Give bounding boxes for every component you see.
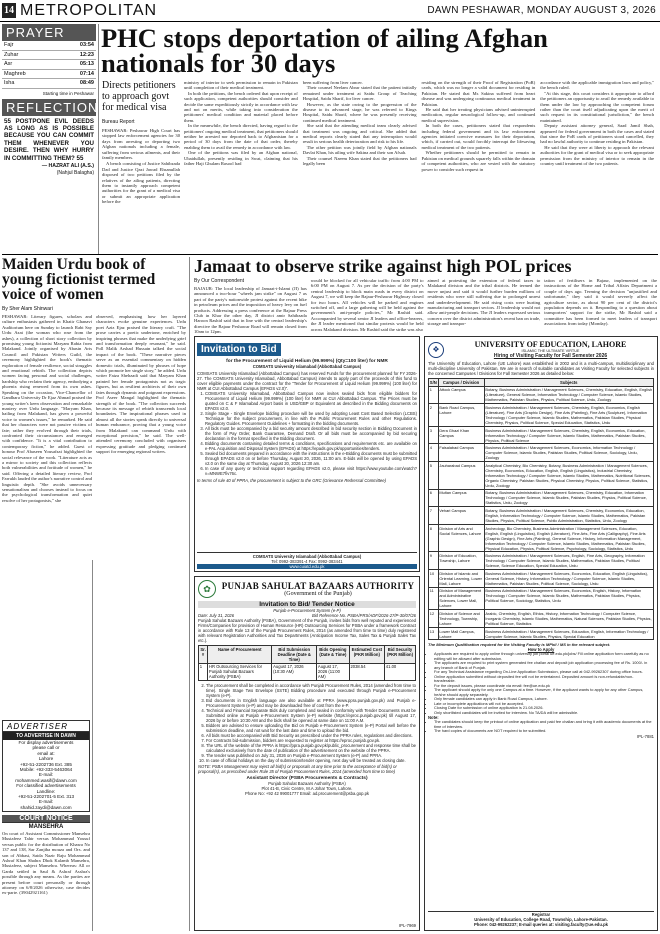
- story-book-col1: PESHAWAR: Literary figures, scholars and culture enthusiasts gathered in Khatir Ghanavi Auditorium here on Sunday to launch Rabi Say Urdu Azat (the woman who rose from the ashes), a collection of short story collection by promising young fictionist Maryam Rabia from Malakand. Jointly organised by Abasin Arts Council and Pakistan Writers Guild, the ceremony highlighted the book's thematic exploration of female resilience, social struggles and emotional rebirth. The collection depicts women facing personal and social challenges, hardship who reclaim their agency, embodying a phoenix rising renewed from its own ashes. Speaking on the occasion, Vice-Chancellor of Gandhara University Dr Ejaz Ahmad praised the young writer's keen observation and remarkable mastery over Urdu language. "Maryam Khan, hailing from Malakand, has given a powerful voice to women's issues," he remarked. He said that her characters were not passive victims of fate; rather they evolved through their trials, confronted their circumstances and emerged with confidence. "It is a vital contribution to contemporary fiction," he added. Guest of honour Prof Abaseen Yousafzai highlighted the social relevance of the work. "Literature acts as a mirror to society and this collection reflects both vulnerabilities and fortitude of women," he said. Offering a detailed literary review, Prof Farrukh lauded the author's narrative control and linguistic depth. "She avoids unnecessary sensationalism and chooses instead to focus on the psychological transformation and quiet resolve of her protagonists," she: [2, 314, 92, 503]
- prayer-row: [2, 51, 96, 61]
- uoe-table-header: [429, 379, 654, 387]
- uoe-cell: Division of Science and Technology, Township, Lahore: [438, 610, 484, 628]
- uoe-cell: 8: [429, 524, 439, 552]
- story-phc-p12: Their counsel Naeem Khan stated that the petitioners had legally been: [302, 155, 417, 167]
- story-jamaat-body: [194, 278, 657, 334]
- uoe-table: [428, 378, 654, 640]
- punjab-note-item: 9. The tender was published on July 31, 2026 on Punjab e-Procurement System (e-P) and PPRA.: [206, 753, 416, 758]
- punjab-col-header: Bid Security (PKR Million): [384, 646, 415, 664]
- story-phc-p18: "At this stage, this court considers it appropriate to afford the petitioners an opportunity to avail the remedy available to them under the law by approaching the competent forum rather than the court itself adjudicating upon the merit of such request in its constitutional jurisdiction," the bench maintained.: [540, 90, 654, 123]
- uoe-address: University of Education, College Road, Township, Lahore-Pakistan.: [474, 917, 608, 922]
- advertiser-line: mohammed.wasif@dawn.com: [15, 777, 77, 783]
- punjab-sign1: Assistant Director (PSBA Procurements & Contracts): [246, 776, 368, 782]
- uoe-cell: Multan Campus: [438, 489, 484, 507]
- comsats-sub: for the Procurement of Liquid Helium (99.999%) (Qty=100 liter) for NMR: [226, 359, 388, 364]
- advertiser-line: shahid.zaydi@dawn.com: [20, 804, 72, 810]
- uoe-phone: Phone: 042-99262237; E-mail queries at: visiting.faculty@ue.edu.pk: [474, 922, 608, 927]
- table-row: [429, 507, 654, 525]
- uoe-code: IPL-7881: [637, 733, 654, 739]
- punjab-code: IPL-7969: [399, 923, 416, 928]
- uoe-col-header: S/N: [429, 379, 437, 385]
- table-row: [429, 461, 654, 489]
- prayer-row: [2, 60, 96, 70]
- punjab-table-header: [199, 646, 416, 664]
- page-header: [0, 0, 660, 22]
- advertiser-line: Landline:: [36, 788, 56, 794]
- punjab-col-header: Bid Submission Deadline (Date & Time): [272, 646, 317, 664]
- uoe-ad: [424, 336, 658, 931]
- comsats-item: 1. COMSATS University Islamabad, Abbottabad Campus now invites sealed bids from eligible bidders for Procurement of Liquid Helium (99.999%) (100 liter) for NMR at CUI Abbottabad Campus. The Prices must be quoted on C & F Islamabad Airport basis in USD/GBP or Equivalent as described in the Bidding documents on EPADS v2.0.: [205, 391, 417, 411]
- advertiser-line: Mobile: +92-333-5463064: [19, 767, 73, 773]
- uoe-cell: Business Administration / Management Sciences, Economics, English, History, Information Technology / Computer Science, Islamic Studies, Mathematics, Pakistan Studies, Physics, Political Science, Sociology, Statistics, Urdu: [484, 587, 653, 610]
- story-phc-p5: In the meanwhile, the bench directed, having regard to the petitioners' ongoing medical treatment, that petitioners should neither be arrested nor deported back to Afghanistan for a period of 30 days from the date of that order, thereby enabling them to avail the remedy in accordance with law.: [184, 123, 298, 150]
- reflections-text: 55 POSTPONE EVIL DEEDS AS LONG AS IS POSSIBLE BECAUSE YOU CAN COMMIT THEM WHENEVER YOU DESIRE. THEN WHY HURRY IN COMMITTING THEM? 55: [4, 117, 94, 162]
- table-row: [429, 524, 654, 552]
- uoe-cell: Business Administration / Management Sciences, Chemistry, English, Economics, Education, Information Technology / Computer Science, Islamic Studies, Mathematics, Pakistan Studies, Physics, Political Science: [484, 426, 653, 444]
- comsats-title: Invitation to Bid: [197, 343, 281, 356]
- uoe-apply-item: • Only shortlisted candidates will be invited for interview. No TA/DA will be admissible.: [434, 711, 654, 716]
- advertiser-line: email at:: [37, 750, 55, 756]
- table-row: [429, 610, 654, 628]
- uoe-name: UNIVERSITY OF EDUCATION, LAHORE: [474, 340, 627, 349]
- uoe-intro: The University of Education, Lahore (UE Lahore) was established in 2002 and is a multi-campus, multidisciplinary and multi-discipline University of Pakistan. We are in search of suitable candidates as Visiting Faculty for selected subjects in the concerned Campuses / Divisions for Fall Semester 2026 as detailed below:: [428, 361, 654, 376]
- advertiser-line: +92-51-2202736 Ext. 385: [20, 761, 72, 767]
- reflections-source: (Nahjul Balagha): [56, 169, 94, 176]
- uoe-cell: 9: [429, 552, 439, 570]
- punjab-title: Invitation to Bid/ Tender Notice: [198, 601, 416, 608]
- prayer-time: 05:13: [79, 61, 94, 67]
- comsats-item: 4. Bidding documents containing detailed terms & conditions, specifications and requirements etc. are available on e-PAL Acquisition and Disposal System (EPADS) at https://epads.gov.pk/opportunities/tenders.: [205, 441, 417, 451]
- prayer-table: [2, 41, 96, 89]
- story-phc-p6: One of the petitions was filed by an Afghan national, Ubaidullah, presently residing in Swat, claiming that his father Haji Ghulam Rasool had: [184, 150, 298, 167]
- punjab-cell: 41.00: [384, 663, 415, 681]
- story-phc-p19: Deputy assistant attorney general, Saad Jamil Shah, appeared for federal government in both the cases and stated that since the PoR cards of petitioners stood cancelled, they had no lawful authority to continue residing in Pakistan.: [540, 123, 654, 145]
- uoe-cell: Division of Management and Administrative Sciences, Lower Mall, Lahore: [438, 587, 484, 610]
- comsats-item: 6. In case of any query or technical support regarding EPADS v2.0, please visit https://www.youtube.com/watch?v=MNWE7fiv76c.: [205, 466, 417, 476]
- uoe-note-item: • The hard copies of documents are NOT required to be submitted.: [434, 729, 654, 734]
- uoe-logo-icon: ❖: [428, 342, 444, 358]
- advertiser-line: For display advertisements: [18, 740, 74, 745]
- advertiser-line: E-mail:: [38, 772, 54, 778]
- punjab-col-header: Name of Procurement: [208, 646, 272, 664]
- section-rule: [2, 254, 658, 255]
- uoe-apply-item: • Late or incomplete applications will not be accepted.: [434, 702, 654, 707]
- prayer-time: 12:23: [79, 51, 94, 58]
- comsats-items: [197, 391, 417, 476]
- uoe-apply-item: • The applicant should apply for only one Campus at a time. However, if the applicant wants to apply for any other Campus, he/she should apply separately.: [434, 688, 654, 697]
- story-phc-p13: residing on the strength of their Proof of Registration (PoR) cards, which was no longer a valid document for residing in Pakistan. He stated that Ms Sakina suffered from heart disease and was undergoing continuous medical treatment in Pakistan.: [421, 80, 536, 107]
- uoe-cell: 4: [429, 444, 439, 462]
- punjab-date: Date: July 31, 2026: [198, 613, 235, 618]
- story-phc-byline: Bureau Report: [102, 119, 135, 125]
- uoe-cell: Jauharabad Campus: [438, 461, 484, 489]
- story-jamaat-col3: aimed at protesting the extension of federal taxes to Malakand division and the tribal districts. He termed the move unjust and said it would further burden millions of residents who were still suffering due to prolonged unrest and underdevelopment. He said rising costs were hurting manufacturing and transport sectors. JI leadership would not allow anti-people decisions. The JI leaders expressed serious concern over the district administration's recent ban on trade, storage and transpor-: [427, 278, 541, 327]
- table-row: [429, 386, 654, 404]
- uoe-cell: Attock Campus: [438, 386, 484, 404]
- section-title: METROPOLITAN: [20, 2, 158, 19]
- punjab-table: [198, 645, 416, 681]
- uoe-cell: Lower Mall Campus, Lahore: [438, 627, 484, 640]
- uoe-cell: 11: [429, 587, 439, 610]
- uoe-cell: Dera Ghazi Khan Campus: [438, 426, 484, 444]
- uoe-apply-item: • Applicants are required to apply online through university job portal ue.edu.pk/jobs/ Fill online application form carefully as no editing will be allowed after submission.: [434, 652, 654, 661]
- punjab-col-header: Sr. #: [199, 646, 208, 664]
- punjab-col-header: Estimated Cost (PKR Million): [349, 646, 384, 664]
- punjab-note-item: 5. Bidders are advised to ensure uploading the Bid on Punjab e-Procurement System (e-P) Portal well before the submission deadline, and not wait for the last date and time to upload the bid.: [206, 723, 416, 733]
- story-phc-deck: Directs petitioners to approach govt for medical visa: [102, 80, 176, 113]
- uoe-cell: 7: [429, 507, 439, 525]
- uoe-col-header: Subjects: [484, 379, 653, 387]
- uoe-cell: Archeology, Bio Chemistry, Business Administration / Management Sciences, Education, English, English (Linguistics), English (Literature), Fine Arts, Fine Arts (Calligraphy), Fine Arts (Graphic Design), Fine Arts (Painting), General Science, History, Information Management, Information Technology / Computer Science, Islamic Studies, Mathematics, Pakistan Studies, Physical Education, Physics, Political Science, Psychology, Sociology, Statistics, Urdu: [484, 524, 653, 552]
- punjab-note-item: 8. The URL of the website of the PPRA is https://ppra.punjab.gov.pk/public_procurement and response time shall be calculated exclusively from the date of publication of the advertisement on the website of the PPRA.: [206, 743, 416, 753]
- uoe-cell: 12: [429, 610, 439, 628]
- story-phc-p3: ministry of interior to seek permission to remain in Pakistan until completion of their medical treatment.: [184, 80, 298, 91]
- advertiser-line: please call or: [32, 745, 60, 751]
- prayer-time: 08:49: [79, 80, 94, 86]
- table-row: [429, 552, 654, 570]
- advertiser-line: E-mail:: [38, 799, 54, 805]
- comsats-text: COMSATS University Islamabad (Abbottabad Campus) has reserved Funds for the procurement planned for FY 2026-27. The COMSATS University Islamabad, Abbottabad Campus) intends to apply part of the proceeds of this fund to cover eligible payments under the contract for the "Tender for Procurement of Liquid Helium (99.999%) (100 liter) for NMR at CUI Abbottabad Campus (EPADS v2.0)".: [197, 371, 417, 391]
- punjab-note-item: 10. In case of official holidays on the day of submission/tender opening, next day will be treated as closing date.: [206, 758, 416, 763]
- punjab-logo-icon: ✿: [198, 580, 216, 598]
- comsats-org: COMSATS University Islamabad (Abbottabad Campus): [252, 364, 362, 369]
- prayer-note: Starting time in Peshawar: [42, 90, 94, 96]
- prayer-row: [2, 79, 96, 89]
- story-phc-p14: He said that her treating physicians advised uninterrupted medication, regular neurological follow-up, and continued medical supervision.: [421, 107, 536, 123]
- uoe-note-item: • The candidates should keep the printout of online application and paid fee challan and bring it with academic documents at the time of interview.: [434, 720, 654, 729]
- punjab-note-item: 7. For Contracts bid-submission, bidders are requested to register at https://eproc.punjab.gov.pk.: [206, 738, 416, 743]
- prayer-row: [2, 41, 96, 51]
- comsats-footer: In terms of rule 40 of PPRA, the procurement is subject to the GRC (Grievance Redressal Committee): [197, 478, 386, 483]
- uoe-note-title: Note:: [428, 715, 439, 721]
- uoe-notes: [428, 720, 654, 734]
- uoe-cell: Business Administration / Management Sciences, English, Fine Arts, Geography, Information Technology / Computer Science, Islamic Studies, Mathematics, Pakistan Studies, Political Science, Science Education, Special Education, Urdu: [484, 552, 653, 570]
- comsats-item: 5. Sealed bid documents prepared in accordance with the instructions in the e-Bidding documents must be submitted through EPADS v2.0 on or before Thursday, August 20, 2026, 11:00 am. E-bids will be opened by using EPADS v2.0 on the same day at Thursday, August 20, 2026 12:30 am.: [205, 451, 417, 466]
- advertiser-line: Lahore: [38, 756, 54, 762]
- story-phc-p9: However, as the state owing to the progression of the disease to its advanced stage, he was referred to Kings Hospital, Saidu Sharif, where he was presently receiving continued medical treatment.: [302, 101, 417, 123]
- reflections-author: — HAZRAT ALI (A.S.): [41, 162, 94, 169]
- uoe-cell: Botany, Business Administration / Management Sciences, Chemistry, Economics, Education, English, Information Technology / Computer Science, Islamic Studies, Mathematics, Pakistan Studies, Physics, Political Science, Public Administration, Statistics, Urdu, Zoology: [484, 507, 653, 525]
- punjab-cell: August 17, 2026 (11:00 AM): [317, 663, 350, 681]
- punjab-note-item: 3. Bid documents in English language are also available at PPRA (www.ppra.punjab.gov.pk) and Punjab e-Procurement System (e-P) and may be downloaded free of cost from the e-P.: [206, 698, 416, 708]
- uoe-apply-item: • The applicants are required to print system generated fee challan and deposit job application processing fee of Rs. 1000/- in any branch of Bank of Punjab.: [434, 661, 654, 670]
- court-text: On court of Assistant Commissioner Mansehra Mustafeez Tahir versus Mohammad Yousuf versus public for the distribution of Khasra No 137 and 138, Sar Zanjiba mouza and Ors. and son of Abbasi, Saida Nazir Raju Mohammad Ashraf Khan Shahra Dhok Kalamb Mansehra, Mustafeez, subject Mansehra. Whereas: All or Garda settled in Saul & Ashraf Asshra's possible through any means. As the parties are present before court personally or through attorney on 6/8/2026 otherwise, case decides ex-parte. (39042921161): [2, 831, 90, 896]
- prayer-time: 03:54: [79, 42, 94, 48]
- punjab-ad: [194, 576, 420, 931]
- punjab-cell: 1: [199, 663, 208, 681]
- uoe-cell: Division of Islamic and Oriental Learning, Lower Mall, Lahore: [438, 569, 484, 587]
- story-book-headline: Maiden Urdu book of young fictionist termed voice of women: [2, 256, 156, 303]
- advertiser-lines: [3, 740, 89, 810]
- story-jamaat-col4: tation of fertilisers in Bajaur, implemented on the instructions of the Home and Tribal Affairs Department a couple of days ago. Terming the decision "unjustified and unfortunate," they said it would severely affect the agriculture sector, as about 90 per cent of the district's population depends on it. Responding to a question about transporters' support for the strike, Mr Rashid said a committee has been formed to meet leaders of transport associations from today (Monday).: [544, 278, 657, 327]
- advertiser-box: [2, 720, 90, 812]
- story-phc-headline: PHC stops deportation of ailing Afghan nationals for 30 days: [101, 23, 548, 78]
- advertiser-line: +92-51-2202701-5 Ext. 313: [17, 794, 75, 800]
- uoe-cell: 3: [429, 426, 439, 444]
- story-phc-p16: Whether petitioners should be permitted to remain in Pakistan on medical grounds squarely falls within the domain of competent authorities, who are vested with the statutory power to consider such request in: [421, 150, 536, 172]
- story-jamaat-byline: By Our Correspondent: [194, 278, 245, 284]
- comsats-contact: Tel: 0992-383391-4 Fax: 0992-383441: [271, 559, 343, 564]
- punjab-note-item: 2. The procurement shall be completed in accordance with Punjab Procurement Rules, 2014 (amended from time to time). Single Stage Two Envelope (SSTE) Bidding procedure and executed through Punjab e-Procurement System (e-P).: [206, 683, 416, 698]
- uoe-motto: ISLAMIC THE ULTIMATE VIRTUE: [521, 349, 580, 353]
- story-phc-p15: In both the cases, petitioners stated that respondents including federal government and its law enforcement agencies initiated coercive measures for their deportation, which, if carried out, would forcibly interrupt the lifesaving medical treatment of the two patients.: [421, 123, 536, 150]
- prayer-name: Fajr: [4, 42, 14, 48]
- punjab-org: PUNJAB SAHULAT BAZAARS AUTHORITY: [221, 581, 415, 591]
- uoe-registrar: Registrar: [531, 912, 551, 917]
- uoe-cell: Division of Education, Township, Lahore: [438, 552, 484, 570]
- punjab-cell: August 17, 2026 (10:30 AM): [272, 663, 317, 681]
- uoe-cell: Vehari Campus: [438, 507, 484, 525]
- page-number: 14: [4, 5, 14, 16]
- uoe-cell: Botany, Business Administration / Management Sciences, Chemistry, Education, English, English (Literature), General Science, Information Technology / Computer Science, Islamic Studies, Mathematics, Pakistan Studies, Physics, Political Science, Urdu, Zoology: [485, 387, 653, 403]
- uoe-title: Hiring of Visiting Faculty for Fall Semester 2026: [493, 353, 608, 359]
- story-book-byline: By Sher Alam Shinwari: [2, 306, 53, 312]
- story-book-continued: [95, 560, 187, 931]
- divider: [92, 560, 93, 931]
- uoe-cell: Business Administration / Management Sciences, Chemistry, English, Economics, English (Literature), Fine Arts (Graphic Design), Fine Arts (Painting), Fine Arts (Sculpture), Information Technology / Computer Science, Islamic Studies, Mathematics, Pakistan Studies, Physical Chemistry, Physics, Political Science, Special Education, Statistics, Urdu: [484, 404, 653, 427]
- story-phc-p7: been suffering from liver cancer.: [302, 80, 363, 85]
- uoe-cell: 13: [429, 627, 439, 640]
- story-phc-p1: PESHAWAR: Peshawar High Court has stopped law enforcement agencies for 30 days from arresting or deporting two Afghan nationals including a female, suffering from serious ailments, and their family members.: [102, 128, 180, 161]
- uoe-cell: Botany, Business Administration / Management Sciences, Chemistry, Education, Information Technology / Computer Science, Islamic Studies, Pakistan Studies, Physics, Political Science, Statistics, Urdu, Zoology: [484, 489, 653, 507]
- prayer-title: PRAYER: [2, 24, 96, 41]
- uoe-apply-item: • For the deposit issues, please coordinate via email: fee@ue.edu.pk: [434, 684, 654, 689]
- comsats-item: 2. Single Stage - Single Envelope bidding procedure will be used by adopting Least Cost Based Selection (LCBS) Technique for the subject procurement, in line with the Public Procurement Rules and other Regulations. Regulatory Guides. Procurement Guidelines + formatting in the bidding documents.: [205, 411, 417, 426]
- story-jamaat-headline: Jamaat to observe strike against high POL prices: [194, 256, 572, 276]
- story-phc-body: [184, 80, 654, 172]
- uoe-cell: Business Administration / Management Sciences, Economics, Education, English (Linguistics), General Science, History, Information Technology / Computer Science, Islamic Studies, Mathematics, Pakistan Studies, Political Science, Sociology, Urdu: [484, 569, 653, 587]
- uoe-cell: Business Administration / Management Sciences, Education, English, Information Technology / Computer Science, Islamic Studies, Physics, Special Education: [484, 627, 653, 640]
- story-book: [2, 257, 186, 586]
- table-row: [429, 426, 654, 444]
- prayer-time: 07:14: [79, 70, 94, 77]
- uoe-cell: Faisalabad Campus: [438, 444, 484, 462]
- story-phc-deck-box: [102, 80, 180, 205]
- dateline: DAWN PESHAWAR, MONDAY AUGUST 3, 2026: [427, 5, 656, 16]
- prayer-name: Asr: [4, 61, 13, 67]
- uoe-cell: Arabic, Chemistry, English, Ethics, History, Information Technology / Computer Science, Inorganic Chemistry, Islamic Studies, Mathematics, Natural Sciences, Pakistan Studies, Physics, Political Science, Statistics: [485, 610, 652, 626]
- story-phc-p8: Their counsel Neelam Abrar stated that the patient initially remained under treatment at Saidu Group of Teaching Hospital, Saidu Sharif, for liver cancer.: [302, 85, 417, 102]
- punjab-cell: HR Outsourcing Services for Punjab Sahulat Bazaars Authority (PSBA): [208, 663, 272, 681]
- table-row: [429, 489, 654, 507]
- table-row: [429, 627, 654, 640]
- punjab-col-header: Bids Opening (Date & Time): [317, 646, 350, 664]
- comsats-org-footer: COMSATS University Islamabad (Abbottabad Campus): [252, 554, 362, 559]
- table-row: [429, 569, 654, 587]
- uoe-cell: 5: [429, 461, 439, 489]
- story-phc-p2: A bench consisting of Justice Sahibzada Dad and Justice Qazi Jawad Ehsanullah disposed of two petitions filed by the relatives of the ailing patients, directing them to instantly approach competent authorities for the grant of a medical visa or submit an appropriate application before the: [102, 161, 180, 205]
- punjab-ref: Bid Reference No. PSBA/PRS/ADF/2026-27/P-30/07/26: [311, 613, 416, 618]
- uoe-apply-item: • For any Technical Assistance regarding On-Line Application Submission, please call at 042-99262307 during office hours.: [434, 670, 654, 675]
- uoe-cell: 1: [429, 386, 439, 404]
- punjab-sign4: Phone No: +92 42 99001777 Email: ad.procurement@psba.gop.pk: [244, 791, 370, 797]
- story-phc: [101, 23, 657, 78]
- punjab-sign3: Plot 41-B, Civic Centre, M.A Johar Town, Lahore.: [261, 786, 353, 792]
- punjab-p1: Punjab Sahulat Bazaars Authority (PSBA), Government of the Punjab, invites bids from well reputed and experienced Firms/Companies for provision of Human Resource (HR) Outsourcing Services for PSBA under a framework Contract in accordance with Rule 13 of the Punjab Procurement Rules, 2014 (as amended from time to time) duly registered with relevant Registration Authorities and Tax Departments (Anticipation Income Tax, Sales Tax & Punjab Sales Tax etc.).: [198, 618, 416, 643]
- advertiser-title: ADVERTISER: [3, 721, 89, 732]
- uoe-cell: Business Administration / Management Sciences, Economics, Information Technology / Computer Science, Islamic Studies, Pakistan Studies, Political Science, Sociology, Urdu, Zoology: [484, 444, 653, 462]
- uoe-howto: How to Apply: [527, 647, 555, 653]
- punjab-notes: [198, 683, 416, 763]
- advertiser-line: For classified advertisements: [16, 783, 76, 789]
- court-title: COURT NOTICE: [2, 815, 90, 823]
- punjab-note-item: 6. All bids must be accompanied with Bid Security as prescribed under the PPRA rules, regulations and directions.: [206, 733, 416, 738]
- punjab-note-item: 4. Technical and Financial Separate Bids duly completed and sealed in conformity with Tender Documents must be Submitted online at Punjab e-Procurement System (e-P) website (https://eproc.punjab.gov.pk) till August 17, 2026 by or before 10:30 AM and the bids shall be opened at same date on 11:00 A.M.: [206, 708, 416, 723]
- divider: [98, 24, 99, 254]
- uoe-minq: The Minimum Qualification required for the Visiting Faculty is MPhil / MS in the relevant subject.: [428, 642, 611, 648]
- punjab-gov: (Government of the Punjab): [284, 591, 352, 597]
- story-book-body: [2, 314, 186, 586]
- prayer-row: [2, 70, 96, 80]
- uoe-apply-item: • Closing Date for submission of online application is 21.08.2026.: [434, 706, 654, 711]
- table-row: [429, 587, 654, 610]
- story-phc-p17: accordance with the applicable immigration laws and policy," the bench ruled.: [540, 80, 654, 91]
- story-jamaat-col2: would be blocked for all vehicular traffic from 4:00 PM to 6:00 PM on August 7. As per the decision of the party's central leadership to block main roads in every district on August 7, we will keep the Bajaur-Peshawar Highway closed for two hours. All vehicles will be parked and engines switched off, and a large gathering will be held against the government's anti-people policies," Mr Rashid said. Accompanied by several senior JI leaders and office-bearers, the JI leader mentioned that similar protests would be held across Malakand division. Mr Rashid said the strike was also: [310, 278, 424, 332]
- comsats-ad: [194, 336, 420, 572]
- punjab-sub: Punjab e-Procurement System (e-P): [273, 608, 341, 613]
- punjab-cell: 2038.54: [349, 663, 384, 681]
- uoe-cell: 2: [429, 404, 439, 427]
- punjab-table-row: [199, 663, 416, 681]
- uoe-cell: Bank Road Campus, Lahore: [438, 404, 484, 427]
- prayer-name: Isha: [4, 80, 15, 86]
- uoe-col-header: Campus / Division: [438, 379, 484, 387]
- court-notice: [2, 815, 90, 931]
- comsats-item: 3. All bids must be accompanied by a bid security amount described in bid security section in Bidding Document in the form of Pay Order, Bank Guarantee, Demand Draft. Or all bids must be accompanied by bid securing declaration in the format specified in the Bidding document.: [205, 426, 417, 441]
- story-phc-p10: She said that the attending medical team clearly advised that treatment was ongoing and critical. She added that medical reports clearly stated that any interruption would result in serious health deterioration and risk to his life.: [302, 123, 417, 145]
- uoe-cell: 6: [429, 489, 439, 507]
- uoe-apply: [428, 652, 654, 715]
- reflections-title: REFLECTIONS: [2, 99, 96, 116]
- story-jamaat-col1: BAJAUR: The local leadership of Jamaat-i-Islami (JI) has announced a two-hour "wheels jam strike" on August 7 as part of the party's nationwide protest against the recent hike in petroleum prices and the imposition of heavy levy on fuel products. Addressing a press conference at the Bajaur Press Club in Khar the other day, JI district amir Sahibzada Haroon Rashid said that in line with the central leadership's directive the Bajaur Peshawar Road will remain closed from 10am to 12pm.: [194, 286, 307, 334]
- uoe-cell: Division of Arts and Social Sciences, Lahore: [438, 524, 484, 552]
- uoe-cell: 10: [429, 569, 439, 587]
- prayer-name: Maghreb: [4, 70, 26, 77]
- table-row: [429, 404, 654, 427]
- punjab-note: NOTE: PSBA Management may reject all bid(s) or proposals at any time prior to the acceptance of bid(s) or proposal(s), as prescribed under Rule 35 of Punjab Procurement Rules, 2014 (amended from time to time): [198, 764, 397, 775]
- story-book-col2: observed, emphasising how her layered characters evoke genuine experiences. Urdu poet Aziz Ejaz praised the literary craft. "The prose carries a poetic undertone, enriched by inspiring phrases that make the underlying grief and transformation deeply resonant," he said. Poll Malik Arshad Hussain talked the social impact of the book. "These narrative pieces serve as an essential commentary on hidden domestic trials, illuminated by phrases of hope which promote her single story," he added. Urdu writer Faiza Shehzadi said that Maryam Khan painted her female protagonists not as tragic figures, but as resilient architects of their own fates through dynamic and poignant expressions. Prof Aseer Mangal highlighted the thematic strength of the book. "The collection succeeds because its message of rebirth transcends local boundaries. The inspirational phrases used in almost all the stories speak directly to universal human endurance, proving that a young voice from Malakand can command Urdu with exceptional precision," he said. The well-attended ceremony concluded with organisers expressing gratitude and pledging continued support for emerging regional writers.: [96, 314, 186, 455]
- table-row: [429, 444, 654, 462]
- uoe-apply-item: • Only female candidates can apply in Bank Road Campus, Lahore.: [434, 697, 654, 702]
- story-phc-p20: He said that they were at liberty to approach the relevant authorities for the grant of medical visa or to seek appropriate permission from the ministry of interior to remain in the country until treatment of the two patients.: [540, 144, 654, 167]
- comsats-web[interactable]: www.cuiatd.edu.pk: [197, 564, 417, 569]
- court-sub: MANSEHRA: [28, 824, 64, 830]
- advertiser-band: TO ADVERTISE IN DAWN: [3, 732, 89, 740]
- divider: [189, 257, 190, 931]
- story-phc-p4: In both the petitions, the bench ordered that upon receipt of such application, competent authorities should consider and decide the same expeditiously strictly in accordance with law and not on merits, while taking into consideration the petitioners' medical condition and material placed before them.: [184, 90, 298, 123]
- uoe-cell: Analytical Chemistry, Bio Chemistry, Botany, Business Administration / Management Sciences, Chemistry, Economics, Education, English, English (Linguistics), Industrial Chemistry, Information Technology / Computer Science, Islamic Studies, Mathematics, Nutritional Sciences, Organic Chemistry, Pakistan Studies, Physical Chemistry, Physics, Political Science, Statistics, Urdu, Zoology: [484, 461, 653, 489]
- punjab-sign2: Punjab Sahulat Bazaars Authority (PSBA): [268, 781, 346, 787]
- story-phc-p11: The other petition was jointly field by Afghan nationals Davlat Khan, his ailing wife Sakina and their son Afsah.: [302, 144, 417, 156]
- story-jamaat: [194, 257, 657, 276]
- uoe-apply-item: • Online application submitted without deposited fee will not be entertained. Deposited amount is non-refundable/non-transferable.: [434, 675, 654, 684]
- prayer-name: Zuhar: [4, 51, 19, 58]
